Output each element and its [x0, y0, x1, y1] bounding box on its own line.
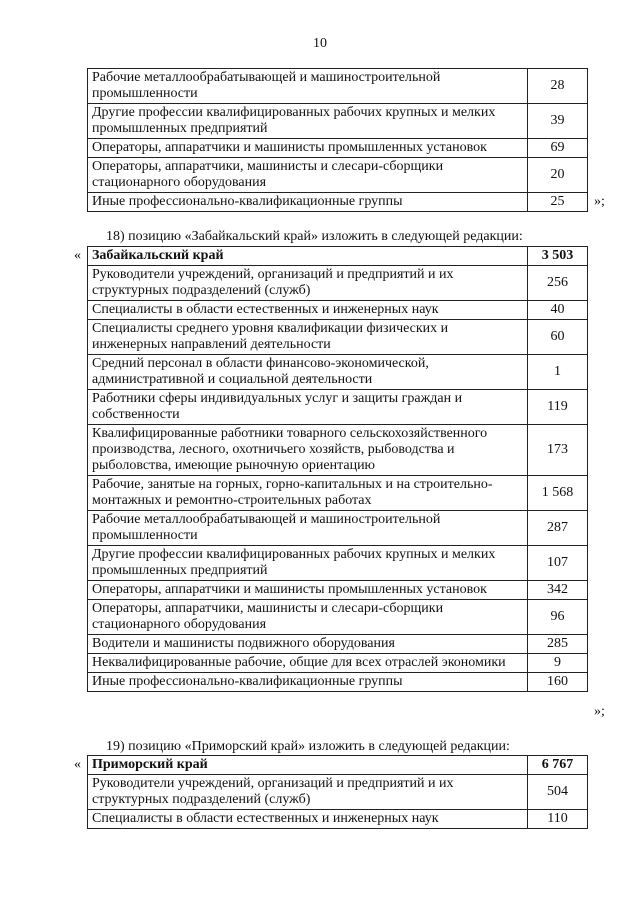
- row-value: 96: [528, 600, 588, 635]
- table-row: [88, 600, 588, 635]
- row-value: 119: [528, 390, 588, 425]
- row-label: Водители и машинисты подвижного оборудования: [88, 635, 528, 654]
- quote-close-18: »;: [594, 704, 605, 719]
- page-number: 10: [313, 36, 327, 51]
- table-row: [88, 654, 588, 673]
- row-value: 504: [528, 775, 588, 810]
- table-row: [88, 425, 588, 476]
- table-row: [88, 355, 588, 390]
- table-row: [88, 266, 588, 301]
- region-total: 3 503: [528, 247, 588, 266]
- row-value: 1 568: [528, 476, 588, 511]
- table-row: [88, 635, 588, 654]
- row-label: Другие профессии квалифицированных рабочих крупных и мелких промышленных предприятий: [88, 546, 528, 581]
- table-row: [88, 104, 588, 139]
- row-label: Рабочие, занятые на горных, горно-капитальных и на строительно-монтажных и ремонтно-строительных работах: [88, 476, 528, 511]
- paragraph-18: 18) позицию «Забайкальский край» изложить в следующей редакции:: [106, 229, 523, 244]
- table-row: [88, 301, 588, 320]
- row-value: 1: [528, 355, 588, 390]
- row-label: Специалисты среднего уровня квалификации физических и инженерных направлений деятельности: [88, 320, 528, 355]
- quote-open-18: «: [74, 248, 81, 263]
- table-row: [88, 193, 588, 212]
- table19-body: [88, 756, 588, 829]
- row-value: 285: [528, 635, 588, 654]
- row-label: Иные профессионально-квалификационные группы: [88, 193, 528, 212]
- row-label: Специалисты в области естественных и инженерных наук: [88, 301, 528, 320]
- quote-close-1: »;: [594, 194, 605, 209]
- row-label: Операторы, аппаратчики, машинисты и слесари-сборщики стационарного оборудования: [88, 158, 528, 193]
- row-label: Другие профессии квалифицированных рабочих крупных и мелких промышленных предприятий: [88, 104, 528, 139]
- row-label: Операторы, аппаратчики и машинисты промышленных установок: [88, 581, 528, 600]
- row-value: 9: [528, 654, 588, 673]
- row-label: Работники сферы индивидуальных услуг и защиты граждан и собственности: [88, 390, 528, 425]
- table-row: [88, 476, 588, 511]
- table-row: [88, 320, 588, 355]
- table-row: [88, 581, 588, 600]
- region-name: Приморский край: [88, 756, 528, 775]
- table-row: [88, 810, 588, 829]
- row-value: 60: [528, 320, 588, 355]
- row-label: Операторы, аппаратчики, машинисты и слесари-сборщики стационарного оборудования: [88, 600, 528, 635]
- region-name: Забайкальский край: [88, 247, 528, 266]
- row-value: 107: [528, 546, 588, 581]
- row-value: 256: [528, 266, 588, 301]
- table-row: [88, 546, 588, 581]
- table18-body: [88, 247, 588, 692]
- row-label: Средний персонал в области финансово-экономической, административной и социальной деятельности: [88, 355, 528, 390]
- row-label: Руководители учреждений, организаций и предприятий и их структурных подразделений (служб): [88, 266, 528, 301]
- row-value: 342: [528, 581, 588, 600]
- table-header-row: [88, 756, 588, 775]
- table-row: [88, 69, 588, 104]
- row-value: 287: [528, 511, 588, 546]
- row-value: 160: [528, 673, 588, 692]
- row-label: Специалисты в области естественных и инженерных наук: [88, 810, 528, 829]
- row-value: 173: [528, 425, 588, 476]
- row-value: 20: [528, 158, 588, 193]
- row-label: Иные профессионально-квалификационные группы: [88, 673, 528, 692]
- row-label: Операторы, аппаратчики и машинисты промышленных установок: [88, 139, 528, 158]
- table-continuation: [87, 68, 588, 212]
- row-label: Неквалифицированные рабочие, общие для всех отраслей экономики: [88, 654, 528, 673]
- table-zabaikalsky: [87, 246, 588, 692]
- row-value: 40: [528, 301, 588, 320]
- row-label: Рабочие металлообрабатывающей и машиностроительной промышленности: [88, 69, 528, 104]
- table-primorsky: [87, 755, 588, 829]
- table-row: [88, 775, 588, 810]
- paragraph-19: 19) позицию «Приморский край» изложить в следующей редакции:: [106, 739, 510, 754]
- row-value: 28: [528, 69, 588, 104]
- table-row: [88, 673, 588, 692]
- row-value: 25: [528, 193, 588, 212]
- row-value: 39: [528, 104, 588, 139]
- region-total: 6 767: [528, 756, 588, 775]
- row-label: Руководители учреждений, организаций и предприятий и их структурных подразделений (служб): [88, 775, 528, 810]
- table1-body: [88, 69, 588, 212]
- table-header-row: [88, 247, 588, 266]
- row-label: Квалифицированные работники товарного сельскохозяйственного производства, лесного, охотничьего хозяйств, рыбоводства и рыболовства, имеющие рыночную ориентацию: [88, 425, 528, 476]
- table-row: [88, 390, 588, 425]
- quote-open-19: «: [74, 757, 81, 772]
- row-label: Рабочие металлообрабатывающей и машиностроительной промышленности: [88, 511, 528, 546]
- table-row: [88, 139, 588, 158]
- table-row: [88, 158, 588, 193]
- row-value: 110: [528, 810, 588, 829]
- row-value: 69: [528, 139, 588, 158]
- table-row: [88, 511, 588, 546]
